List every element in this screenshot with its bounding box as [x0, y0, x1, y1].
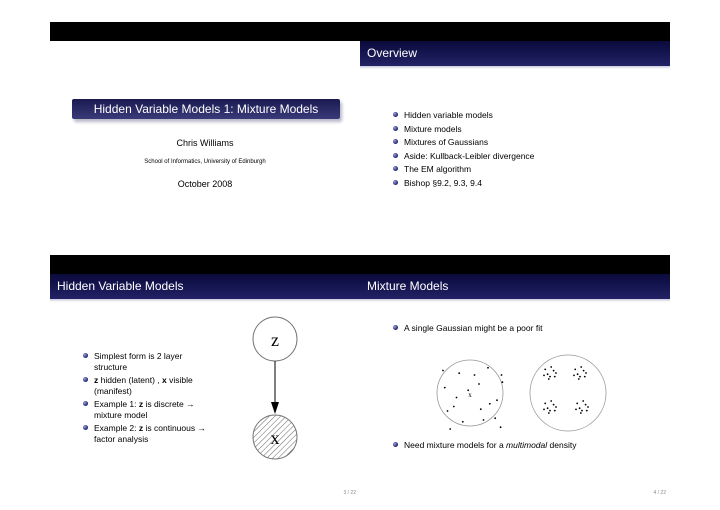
- slide-title: Hidden Variable Models: [57, 279, 184, 293]
- page-number: 3 / 22: [343, 490, 356, 496]
- data-point: [483, 419, 485, 421]
- list-item-text: Hidden variable models: [404, 110, 493, 120]
- list-item-text: is discrete → mixture model: [94, 399, 195, 420]
- data-point: [447, 410, 449, 412]
- arrow-head-icon: [271, 402, 279, 414]
- bullet-icon: [393, 112, 398, 117]
- list-item-text: hidden (latent) ,: [98, 375, 163, 385]
- slide-overview: [360, 22, 670, 267]
- list-item-text: Mixture models: [404, 123, 462, 134]
- data-point: [487, 367, 489, 369]
- data-point: [580, 366, 582, 368]
- list-item-text: Example 1:: [94, 399, 139, 409]
- list-item: [83, 375, 213, 397]
- slide-title: Mixture Models: [367, 279, 449, 293]
- list-item-text: density: [547, 440, 577, 450]
- data-point: [543, 409, 545, 411]
- title-shadow: [50, 299, 360, 302]
- bullet-icon: [83, 353, 88, 358]
- list-item: [393, 151, 534, 162]
- var-x: x: [162, 375, 167, 385]
- data-point: [573, 375, 575, 377]
- mean-marker: x: [468, 391, 472, 399]
- list-item-text: A single Gaussian might be a poor fit: [404, 323, 543, 333]
- emphasis-text: multimodal: [506, 440, 548, 450]
- bullet-icon: [393, 126, 398, 131]
- list-item-text: visible (manifest): [94, 375, 193, 396]
- bullet-icon: [393, 166, 398, 171]
- overview-list: [393, 110, 534, 191]
- slide-top-bar: [50, 255, 360, 274]
- data-point: [575, 409, 577, 411]
- bullet-icon: [83, 425, 88, 430]
- data-point: [587, 406, 589, 408]
- data-point: [577, 373, 579, 375]
- slide-mixture-models: [360, 255, 670, 500]
- author: Chris Williams: [176, 138, 234, 148]
- multimodal-data-plot: [530, 355, 606, 431]
- list-item-text: Bishop §9.2, 9.3, 9.4: [404, 177, 482, 188]
- list-item-text: Simplest form is 2 layer structure: [94, 351, 183, 372]
- data-point: [502, 381, 504, 383]
- data-point: [494, 417, 496, 419]
- hvm-list: [83, 351, 213, 447]
- data-point: [553, 370, 555, 372]
- data-point: [579, 407, 581, 409]
- list-item: [393, 124, 534, 135]
- data-point: [585, 404, 587, 406]
- var-z: z: [94, 375, 99, 385]
- gaussian-contour: [530, 355, 606, 431]
- list-item: [393, 178, 534, 189]
- slide-top-bar: [360, 255, 670, 274]
- data-point: [554, 410, 556, 412]
- data-point: [586, 410, 588, 412]
- list-item-text: The EM algorithm: [404, 164, 472, 174]
- data-point: [550, 400, 552, 402]
- data-point: [549, 376, 551, 378]
- data-point: [555, 372, 557, 374]
- list-item-text: is continuous → factor analysis: [94, 423, 206, 444]
- data-point: [585, 372, 587, 374]
- bullet-icon: [393, 325, 398, 330]
- title-shadow: [360, 66, 670, 69]
- data-point: [579, 376, 581, 378]
- data-point: [581, 410, 583, 412]
- data-point: [549, 410, 551, 412]
- slide-top-bar: [50, 22, 360, 41]
- list-item-text: Example 2:: [94, 423, 139, 433]
- data-point: [478, 383, 480, 385]
- date: October 2008: [177, 179, 233, 189]
- data-point: [444, 387, 446, 389]
- var-z: z: [138, 399, 144, 409]
- data-point: [544, 403, 546, 405]
- data-point: [548, 412, 550, 414]
- list-item: [393, 323, 542, 334]
- data-point: [554, 376, 556, 378]
- list-item: [393, 440, 576, 451]
- bullet-icon: [393, 139, 398, 144]
- data-point: [580, 412, 582, 414]
- data-point: [458, 372, 460, 374]
- var-z: z: [138, 423, 144, 433]
- node-x-label: x: [270, 428, 280, 448]
- data-point: [500, 426, 502, 428]
- data-point: [489, 403, 491, 405]
- data-point: [456, 397, 458, 399]
- data-point: [584, 376, 586, 378]
- data-point: [547, 407, 549, 409]
- node-z-label: z: [271, 330, 279, 350]
- page-number: 4 / 22: [653, 490, 666, 496]
- data-point: [553, 404, 555, 406]
- data-point: [583, 370, 585, 372]
- data-point: [480, 408, 482, 410]
- mixture-list-top: [393, 323, 542, 336]
- slide-top-bar: [360, 22, 670, 41]
- data-point: [547, 373, 549, 375]
- data-point: [582, 400, 584, 402]
- scatter-illustration: [420, 343, 660, 443]
- data-point: [543, 375, 545, 377]
- bullet-icon: [83, 401, 88, 406]
- data-point: [555, 406, 557, 408]
- data-point: [578, 378, 580, 380]
- list-item: [393, 110, 534, 121]
- graphical-model-diagram: [245, 310, 305, 485]
- presentation-title: Hidden Variable Models 1: Mixture Models: [72, 99, 340, 119]
- list-item-text: Aside: Kullback-Leibler divergence: [404, 150, 535, 161]
- institution: School of Informatics, University of Edinburgh: [144, 159, 266, 165]
- bullet-icon: [393, 153, 398, 158]
- list-item: [83, 351, 213, 373]
- slide-title: Overview: [367, 46, 418, 60]
- bullet-icon: [393, 442, 398, 447]
- list-item: [393, 137, 534, 148]
- title-shadow: [360, 299, 670, 302]
- slide-title-bar: [360, 274, 670, 299]
- list-item: [83, 423, 213, 445]
- data-point: [574, 369, 576, 371]
- data-point: [544, 369, 546, 371]
- list-item: [393, 164, 534, 175]
- data-point: [449, 428, 451, 430]
- data-point: [474, 374, 476, 376]
- bullet-icon: [83, 377, 88, 382]
- slide-hidden-variable-models: [50, 255, 360, 500]
- list-item-text: Need mixture models for a: [404, 440, 507, 450]
- bullet-icon: [393, 180, 398, 185]
- mixture-list-bottom: [393, 440, 576, 453]
- data-point: [442, 370, 444, 372]
- slide-title: [50, 22, 360, 267]
- list-item-text: Mixtures of Gaussians: [404, 137, 489, 147]
- slide-title-bar: [360, 41, 670, 66]
- data-point: [548, 378, 550, 380]
- data-point: [453, 406, 455, 408]
- data-point: [550, 366, 552, 368]
- data-point: [462, 421, 464, 423]
- list-item: [83, 399, 213, 421]
- data-point: [496, 399, 498, 401]
- data-point: [501, 374, 503, 376]
- slide-title-bar: [50, 274, 360, 299]
- data-point: [576, 403, 578, 405]
